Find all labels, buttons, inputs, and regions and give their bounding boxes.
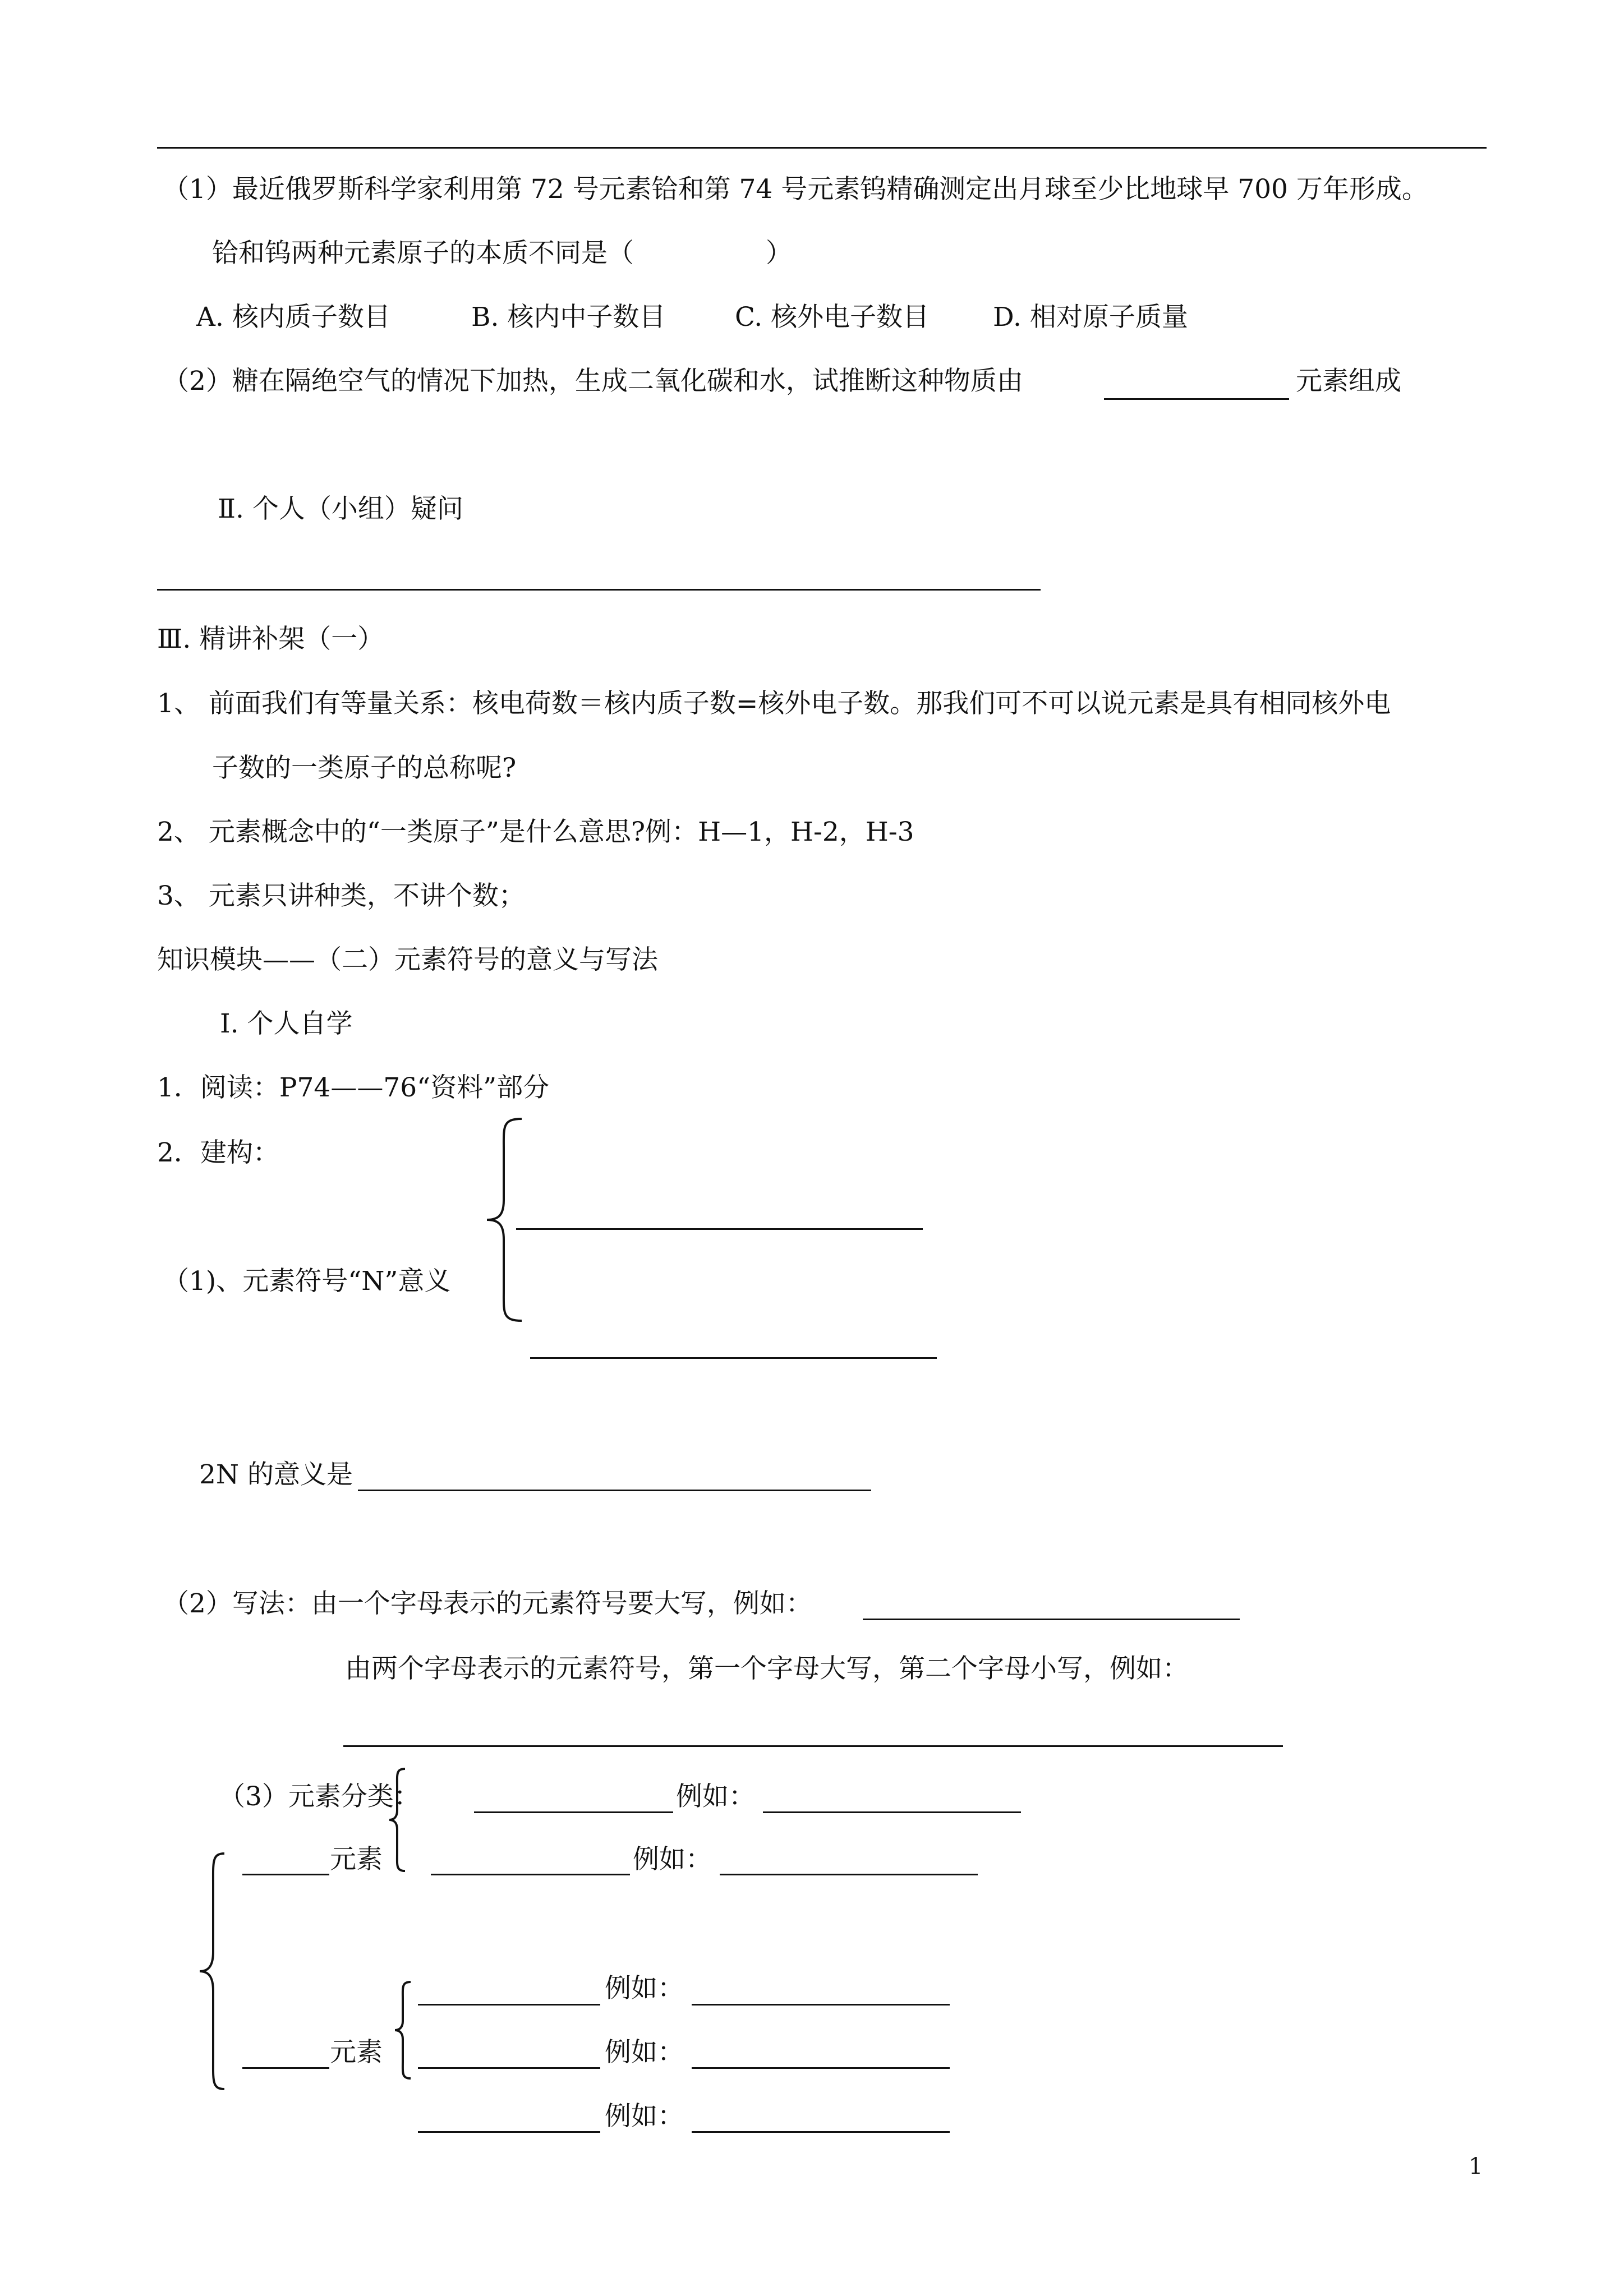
classify-row3-blank (418, 2004, 600, 2005)
brace-n-meaning (482, 1116, 527, 1324)
n-meaning-blank-2 (530, 1357, 937, 1359)
classify-row4-example: 例如： (605, 2037, 684, 2068)
writing-rule-2: 由两个字母表示的元素符号，第一个字母大写，第二个字母小写，例如： (345, 1653, 1189, 1684)
self-study-heading: Ⅰ. 个人自学 (220, 1008, 353, 1039)
page-number: 1 (1469, 2154, 1483, 2179)
classify-row3-example-blank (692, 2004, 950, 2005)
header-rule (157, 147, 1487, 149)
section-2-title: Ⅱ. 个人（小组）疑问 (218, 494, 463, 524)
classify-row2-example-blank (720, 1874, 978, 1875)
section-3-title: Ⅲ. 精讲补架（一） (157, 624, 384, 654)
group-2-name-blank (242, 2067, 329, 2069)
n-meaning-label: （1)、元素符号“N”意义 (163, 1266, 451, 1297)
q1-option-c: C. 核外电子数目 (735, 302, 930, 333)
2n-meaning-label: 2N 的意义是 (199, 1459, 353, 1490)
q2-suffix: 元素组成 (1296, 366, 1401, 397)
classify-row1-blank (474, 1811, 673, 1813)
q1-option-a: A. 核内质子数目 (196, 302, 390, 333)
classify-row3-example: 例如： (605, 1973, 684, 2004)
q2-blank (1104, 398, 1289, 400)
classify-row1-example-blank (763, 1811, 1021, 1813)
group-1-label: 元素 (330, 1844, 383, 1875)
section-3-item-2: 2、 元素概念中的“一类原子”是什么意思?例：H—1，H-2，H-3 (157, 817, 914, 847)
brace-group-1 (387, 1767, 410, 1873)
section-3-item-3: 3、 元素只讲种类，不讲个数； (157, 880, 525, 911)
classification-label: （3）元素分类： (219, 1781, 420, 1812)
brace-group-2 (393, 1980, 415, 2081)
q1-line1: （1）最近俄罗斯科学家利用第 72 号元素铪和第 74 号元素钨精确测定出月球至少比地球早 700 万年形成。 (163, 174, 1428, 205)
group-1-name-blank (242, 1874, 329, 1875)
classify-row5-blank (418, 2131, 600, 2133)
reading-item: 1．阅读：P74——76“资料”部分 (157, 1072, 550, 1103)
q2-text: （2）糖在隔绝空气的情况下加热，生成二氧化碳和水，试推断这种物质由 (163, 366, 1023, 397)
classify-row4-example-blank (692, 2067, 950, 2069)
brace-outer (196, 1851, 230, 2092)
section-3-item-1a: 1、 前面我们有等量关系：核电荷数＝核内质子数=核外电子数。那我们可不可以说元素是具有相同核外电 (157, 688, 1391, 719)
module-title: 知识模块——（二）元素符号的意义与写法 (157, 944, 658, 975)
classify-row5-example: 例如： (605, 2101, 684, 2132)
classify-row2-blank (431, 1874, 630, 1875)
q1-line2: 铪和钨两种元素原子的本质不同是（ ） (212, 238, 792, 269)
section-3-item-1b: 子数的一类原子的总称呢? (212, 753, 517, 783)
q1-option-b: B. 核内中子数目 (471, 302, 666, 333)
group-2-label: 元素 (330, 2037, 383, 2068)
build-item: 2．建构： (157, 1137, 279, 1168)
writing-rule-2-blank (343, 1745, 1283, 1747)
classify-row1-example: 例如： (676, 1781, 755, 1812)
2n-meaning-blank (358, 1490, 871, 1491)
classify-row2-example: 例如： (633, 1844, 712, 1875)
writing-rule-1-blank (863, 1619, 1240, 1620)
writing-rule-1: （2）写法：由一个字母表示的元素符号要大写，例如： (163, 1588, 812, 1619)
n-meaning-blank-1 (516, 1228, 923, 1230)
classify-row4-blank (418, 2067, 600, 2069)
classify-row5-example-blank (692, 2131, 950, 2133)
question-blank (157, 589, 1041, 591)
q1-option-d: D. 相对原子质量 (993, 302, 1188, 333)
